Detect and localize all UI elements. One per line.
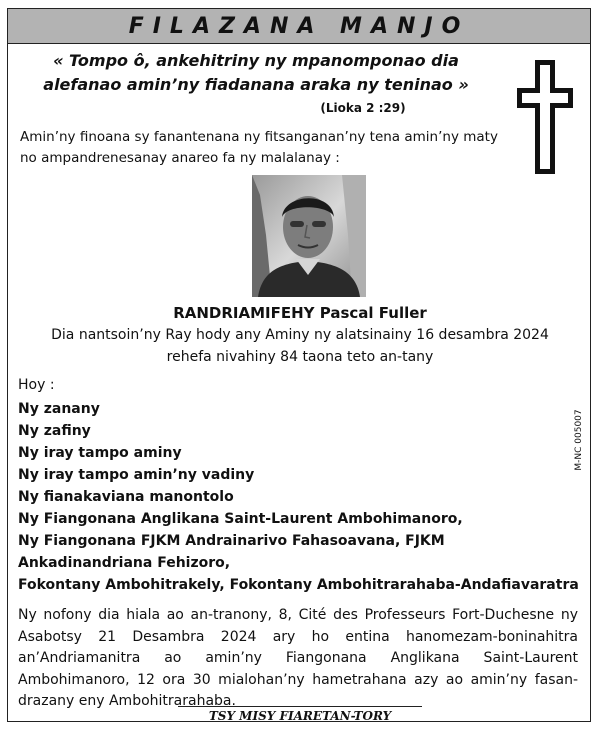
obituary-notice bbox=[7, 8, 591, 722]
list-item: Ny Fiangonana Anglikana Saint-Laurent Ambohimanoro, bbox=[18, 511, 463, 527]
funeral-notice: Ny nofony dia hiala ao an-tranony, 8, Cité des Professeurs Fort-Duchesne ny Asabotsy 21 Desambra 2024 ary ho entina hanomezam-boninahitra an’Andriamanitra ao amin’ny Fiangonana Anglikana Saint-Laurent Ambohimanoro, 12 ora 30 mialohan’ny hametrahana azy ao amin’ny fasan-drazany eny Ambohitrarahaba. bbox=[18, 607, 578, 709]
footer-text: TSY MISY FIARETAN-TORY bbox=[208, 709, 392, 723]
age-line: rehefa nivahiny 84 taona teto an-tany bbox=[166, 349, 434, 365]
list-item: Ny zafiny bbox=[18, 423, 91, 439]
family-list bbox=[18, 398, 578, 596]
bible-quote: « Tompo ô, ankehitriny ny mpanomponao dia alefanao amin’ny fiadanana araka ny teninao » bbox=[43, 51, 469, 94]
death-date-line: Dia nantsoin’ny Ray hody any Aminy ny alatsinainy 16 desambra 2024 bbox=[51, 327, 549, 343]
intro-text: Amin’ny finoana sy fanantenana ny fitsanganan’ny tena amin’ny maty no ampandrenesanay anareo fa ny malalanay : bbox=[20, 129, 498, 166]
hoy-label: Hoy : bbox=[18, 377, 55, 393]
bible-reference: (Lioka 2 :29) bbox=[320, 101, 406, 115]
notice-header bbox=[8, 9, 590, 44]
portrait-photo bbox=[252, 175, 366, 297]
list-item: Ny fianakaviana manontolo bbox=[18, 489, 234, 505]
list-item: Ny zanany bbox=[18, 401, 100, 417]
list-item: Ny iray tampo aminy bbox=[18, 445, 182, 461]
cross-icon bbox=[516, 59, 574, 179]
deceased-name bbox=[8, 304, 592, 322]
deceased-given-names: Pascal Fuller bbox=[319, 304, 427, 322]
list-item: Ny iray tampo amin’ny vadiny bbox=[18, 467, 255, 483]
footer-divider bbox=[178, 706, 422, 707]
list-item: Ny Fiangonana FJKM Andrainarivo Fahasoavana, FJKM Ankadinandriana Fehizoro, bbox=[18, 533, 445, 571]
notice-title: FILAZANA MANJO bbox=[128, 13, 470, 39]
list-item: Fokontany Ambohitrakely, Fokontany Ambohitrarahaba-Andafiavaratra bbox=[18, 577, 579, 593]
deceased-surname: RANDRIAMIFEHY bbox=[173, 304, 315, 322]
side-code: M-NC 005007 bbox=[574, 409, 584, 471]
